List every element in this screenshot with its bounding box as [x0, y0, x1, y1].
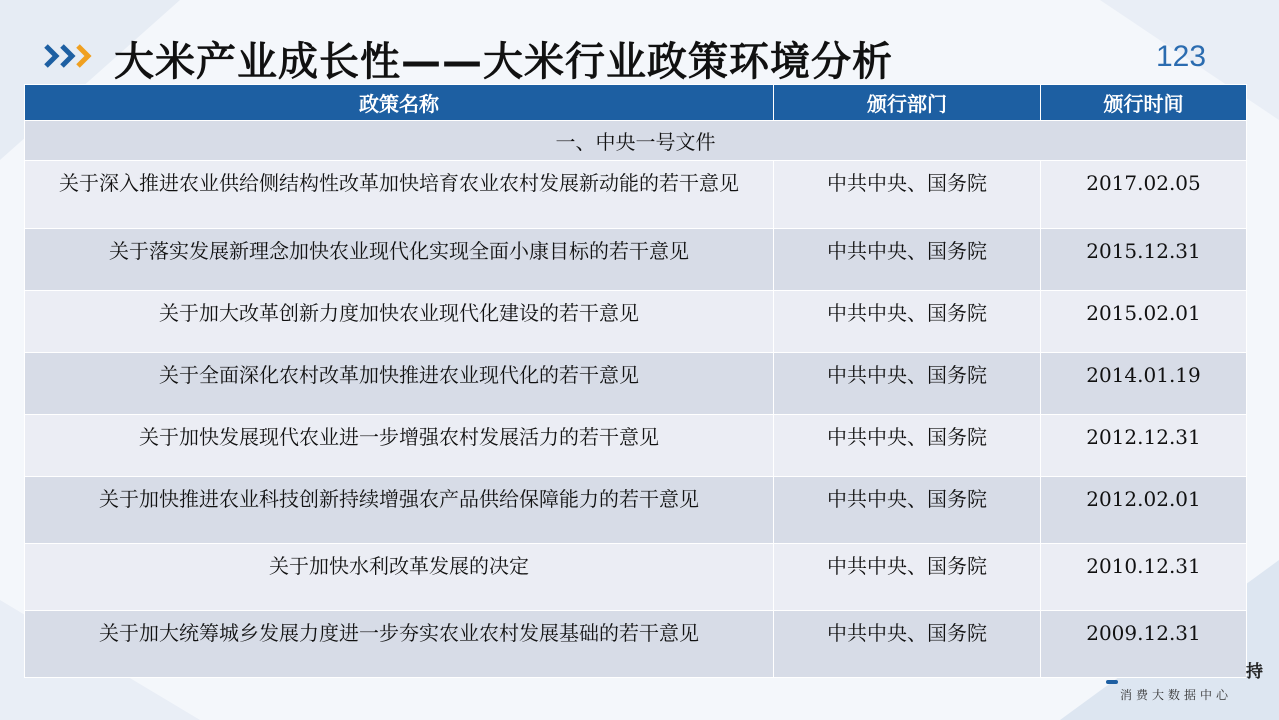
department: 中共中央、国务院	[774, 353, 1041, 415]
policy-name: 关于落实发展新理念加快农业现代化实现全面小康目标的若干意见	[25, 229, 774, 291]
department: 中共中央、国务院	[774, 544, 1041, 611]
table-row	[25, 544, 1247, 611]
table-row	[25, 291, 1247, 353]
policy-name: 关于加大统筹城乡发展力度进一步夯实农业农村发展基础的若干意见	[25, 611, 774, 678]
footer-partial-text: 持	[1246, 662, 1263, 682]
table-row	[25, 611, 1247, 678]
department: 中共中央、国务院	[774, 229, 1041, 291]
table-row	[25, 161, 1247, 229]
policy-table	[24, 84, 1247, 678]
page-number: 123	[1156, 40, 1207, 73]
department: 中共中央、国务院	[774, 415, 1041, 477]
policy-name: 关于加快发展现代农业进一步增强农村发展活力的若干意见	[25, 415, 774, 477]
slide-header	[0, 0, 1279, 84]
department: 中共中央、国务院	[774, 611, 1041, 678]
issue-date: 2012.12.31	[1041, 415, 1247, 477]
issue-date: 2014.01.19	[1041, 353, 1247, 415]
issue-date: 2012.02.01	[1041, 477, 1247, 544]
policy-name: 关于加快推进农业科技创新持续增强农产品供给保障能力的若干意见	[25, 477, 774, 544]
department: 中共中央、国务院	[774, 477, 1041, 544]
issue-date: 2010.12.31	[1041, 544, 1247, 611]
table-row	[25, 353, 1247, 415]
page-title: 大米产业成长性——大米行业政策环境分析	[114, 39, 893, 85]
section-title: 一、中央一号文件	[25, 121, 1247, 161]
table-row	[25, 415, 1247, 477]
section-row	[25, 121, 1247, 161]
issue-date: 2009.12.31	[1041, 611, 1247, 678]
table-header-row	[25, 85, 1247, 121]
department: 中共中央、国务院	[774, 291, 1041, 353]
column-header-date: 颁行时间	[1041, 85, 1247, 121]
issue-date: 2017.02.05	[1041, 161, 1247, 229]
policy-name: 关于深入推进农业供给侧结构性改革加快培育农业农村发展新动能的若干意见	[25, 161, 774, 229]
department: 中共中央、国务院	[774, 161, 1041, 229]
column-header-department: 颁行部门	[774, 85, 1041, 121]
brand-logo-icon	[1106, 680, 1118, 684]
issue-date: 2015.12.31	[1041, 229, 1247, 291]
triple-chevron-right-icon	[44, 42, 104, 70]
issue-date: 2015.02.01	[1041, 291, 1247, 353]
column-header-policy-name: 政策名称	[25, 85, 774, 121]
policy-name: 关于加大改革创新力度加快农业现代化建设的若干意见	[25, 291, 774, 353]
policy-name: 关于加快水利改革发展的决定	[25, 544, 774, 611]
table-row	[25, 477, 1247, 544]
table-row	[25, 229, 1247, 291]
policy-name: 关于全面深化农村改革加快推进农业现代化的若干意见	[25, 353, 774, 415]
footer-brand: 消费大数据中心	[1120, 688, 1233, 702]
